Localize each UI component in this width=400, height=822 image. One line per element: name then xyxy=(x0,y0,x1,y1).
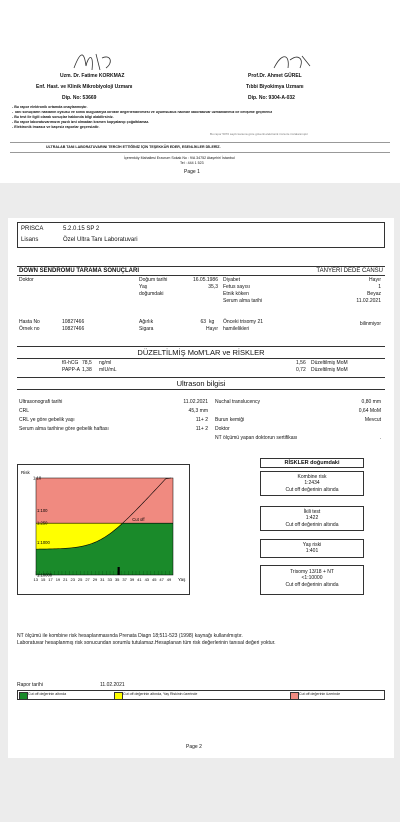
risk-value: 1:422 xyxy=(305,515,319,522)
chart-y-axis-label: Risk xyxy=(21,470,30,475)
pappa-unit: mIU/mL xyxy=(99,367,117,373)
pappa-name: PAPP-A xyxy=(62,367,80,373)
chart-x-axis-label: Yaş xyxy=(178,577,186,582)
report-date-value: 11.02.2021 xyxy=(100,682,125,688)
divider xyxy=(10,142,390,143)
double-test-box xyxy=(260,506,364,531)
thank-you-footer: ULTRALAB TANI LABORATUVARINI TERCİH ETTİĞİNİZ İÇİN TEŞEKKÜR EDER, ESENLİKLER DİLERİZ. xyxy=(46,145,221,149)
serum-date-label: Serum alma tarihi xyxy=(223,298,263,304)
license-value: Özel Ultra Tanı Laboratuvari xyxy=(63,237,138,243)
trisomy-13-18-box xyxy=(260,565,364,595)
report-date-label: Rapor tarihi xyxy=(17,682,43,688)
chart-zone-above-cutoff xyxy=(36,478,173,523)
risk-name: Yaş riski xyxy=(302,542,322,548)
chart-x-tick-label: 27 xyxy=(85,577,90,582)
risk-chart xyxy=(17,464,190,595)
chart-x-tick-label: 49 xyxy=(166,577,172,582)
doctor-left-name: Uzm. Dr. Fatime KORKMAZ xyxy=(60,73,125,79)
doctor-label: Doktor xyxy=(19,277,34,283)
nasal-bone-label: Burun kemiği xyxy=(215,417,245,423)
risk-name: Kombine risk xyxy=(297,474,327,480)
trisomy-history-value: bilinmiyor xyxy=(359,321,381,327)
fetus-count-value: 1 xyxy=(378,284,381,290)
combined-risk-box xyxy=(260,471,364,496)
smoker-label: Sigara xyxy=(139,326,154,332)
legend-label: Cut off değerinin altında, Yaş Riskinin üzerinde xyxy=(123,692,198,696)
divider xyxy=(17,266,385,267)
risk-value: 1:2434 xyxy=(304,480,320,487)
report-note: - Tanı sonuçların hastanın öyküsü ve klinik bulgularıyla birlikte değerlendirilmesi ve uyumsuzluk halinde laboratuvar uzmanlarımız ile iletişime geçmeniz xyxy=(12,111,273,114)
patient-no-value: 10827466 xyxy=(62,319,85,325)
chart-patient-marker xyxy=(118,567,120,575)
legend-label: Cut off değerinin üzerinde xyxy=(299,692,341,696)
report-note: - Bu rapor elektronik ortamda onaylanmıştır. xyxy=(12,105,88,109)
report-title: DOWN SENDROMU TARAMA SONUÇLARI xyxy=(19,268,139,274)
sample-no-value: 10827466 xyxy=(62,326,85,332)
us-doctor-label: Doktor xyxy=(215,426,230,432)
doctor-left-title: Enf. Hast. ve Klinik Mikrobiyoloji Uzmanı xyxy=(36,84,133,90)
bhcg-value: 78,5 xyxy=(82,360,92,366)
divider xyxy=(17,358,385,359)
chart-x-tick-label: 23 xyxy=(70,577,75,582)
footnote-line: NT ölçümü ile kombine risk hesaplanmasında Prenata Diagn 18;511-523 (1998) kaynağı kullanılmıştır. xyxy=(17,633,243,639)
smoker-value: Hayır xyxy=(206,326,218,332)
legend-yellow-swatch xyxy=(114,692,123,700)
chart-x-tick-label: 41 xyxy=(137,577,142,582)
age-risk-box xyxy=(260,539,364,558)
signature-right-icon xyxy=(270,50,320,72)
nt-label: Nuchal translucency xyxy=(215,399,261,405)
divider xyxy=(17,346,385,347)
license-label: Lisans xyxy=(21,237,39,243)
bhcg-unit: ng/ml xyxy=(99,360,112,366)
chart-x-tick-label: 15 xyxy=(40,577,46,582)
report-note: - Bu rapor laboratuvarımızın yazılı izni olmadan kısmen kopyalanıp çoğaltılamaz. xyxy=(12,120,150,124)
divider xyxy=(10,152,390,153)
serum-ga-value: 11+ 2 xyxy=(195,426,208,432)
trisomy-history-label-2: hamilelikleri xyxy=(223,326,250,332)
crl-value: 45,3 mm xyxy=(188,408,208,414)
e-signature-note: Bu rapor 5070 sayılı kanuna göre güvenli elektronik imza ile imzalanmıştır xyxy=(210,132,309,136)
chart-x-tick-label: 17 xyxy=(48,577,53,582)
footnote-line: Laboratuvar hesaplanmış risk sonucundan sorumlu tutulamaz.Hesaplanan tüm risk değerlerinin tanısal değeri yoktur. xyxy=(17,640,276,646)
report-note: - Elektronik imzasız ve kaşesiz raporlar geçersizdir. xyxy=(12,125,100,129)
legend xyxy=(17,690,385,700)
lab-phone: Tel : 444 1 523 xyxy=(180,161,204,165)
risk-note: Cut off değerinin altında xyxy=(285,521,339,528)
chart-x-tick-label: 33 xyxy=(107,577,113,582)
us-date-label: Ultrasonografi tarihi xyxy=(19,399,63,405)
legend-label: Cut off değerinin altında xyxy=(28,692,67,696)
bhcg-mom: 1,56 xyxy=(296,360,306,366)
risk-name: Trisomy 13/18 + NT xyxy=(290,569,334,575)
pappa-value: 1,38 xyxy=(82,367,92,373)
nt-mom-value: 0,64 MoM xyxy=(358,408,381,414)
chart-x-tick-label: 13 xyxy=(33,577,38,582)
risks-title: RİSKLER doğumdaki xyxy=(260,458,364,468)
fetus-count-label: Fetus sayısı xyxy=(223,284,250,290)
us-date-value: 11.02.2021 xyxy=(183,399,208,405)
chart-x-tick-label: 19 xyxy=(55,577,61,582)
software-header xyxy=(17,222,385,248)
divider xyxy=(17,377,385,378)
ultrasound-title: Ultrason bilgisi xyxy=(176,379,226,388)
sample-no-label: Örnek no xyxy=(19,326,40,332)
crl-ga-value: 11+ 2 xyxy=(195,417,208,423)
risk-name: İkili test xyxy=(303,509,321,515)
software-name: PRISCA xyxy=(21,226,44,232)
chart-x-tick-label: 37 xyxy=(122,577,127,582)
diabetes-label: Diyabet xyxy=(223,277,240,283)
software-version: 5.2.0.15 SP 2 xyxy=(63,226,100,232)
chart-x-tick-label: 31 xyxy=(100,577,105,582)
nt-value: 0,80 mm xyxy=(361,399,381,405)
trisomy-history-label: Önceki trisomy 21 xyxy=(223,319,264,325)
doctor-left-dip: Dip. No: 53669 xyxy=(62,95,97,101)
nt-cert-label: NT ölçümü yapan doktorun sertifikası xyxy=(215,435,298,441)
diabetes-value: Hayır xyxy=(369,277,381,283)
dob-value: 16.05.1986 xyxy=(192,277,218,283)
risk-note: Cut off değerinin altında xyxy=(285,486,339,493)
ethnicity-value: Beyaz xyxy=(367,291,381,297)
chart-x-tick-label: 35 xyxy=(114,577,120,582)
chart-x-tick-label: 29 xyxy=(92,577,98,582)
doctor-right-name: Prof.Dr. Ahmet GÜREL xyxy=(248,73,302,79)
lab-address: İçerenköy Mahallesi Erzurum Sokak No : 9/A 34752 Ataşehir/ İstanbul xyxy=(124,156,235,160)
crl-label: CRL xyxy=(19,408,30,414)
chart-x-tick-label: 39 xyxy=(129,577,135,582)
chart-y-tick-label: 1:1000 xyxy=(37,540,50,546)
pappa-mom-label: Düzeltilmiş MoM xyxy=(311,367,348,373)
bhcg-mom-label: Düzeltilmiş MoM xyxy=(311,360,348,366)
chart-x-tick-label: 25 xyxy=(77,577,83,582)
patient-no-label: Hasta No xyxy=(19,319,40,325)
chart-x-tick-label: 45 xyxy=(151,577,157,582)
weight-unit: kg xyxy=(209,319,215,325)
crl-ga-label: CRL ye göre gebelik yaşı xyxy=(19,417,75,423)
page-number: Page 2 xyxy=(186,744,202,750)
report-note: - Bu test ile ilgili olarak sonuçlar hakkında bilgi alabilirsiniz. xyxy=(12,115,114,119)
ethnicity-label: Etnik köken xyxy=(223,291,249,297)
chart-y-tick-label: 1:10000 xyxy=(37,572,53,578)
divider xyxy=(17,389,385,390)
page-number: Page 1 xyxy=(184,169,200,175)
report-page-1 xyxy=(0,0,400,183)
risk-chart-svg xyxy=(18,465,189,594)
doctor-right-title: Tıbbi Biyokimya Uzmanı xyxy=(246,84,304,90)
chart-x-tick-label: 43 xyxy=(144,577,150,582)
weight-value: 63 xyxy=(200,319,206,325)
divider xyxy=(17,275,385,276)
chart-x-tick-label: 47 xyxy=(159,577,164,582)
risk-note: Cut off değerinin altında xyxy=(285,581,339,588)
legend-green-swatch xyxy=(19,692,28,700)
serum-ga-label: Serum alma tarihine göre gebelik haftası xyxy=(19,426,109,432)
risk-value: <1:10000 xyxy=(301,575,323,582)
serum-date-value: 11.02.2021 xyxy=(356,298,381,304)
nt-cert-value: . xyxy=(379,435,381,441)
age-label: Yaş xyxy=(139,284,148,290)
legend-red-swatch xyxy=(290,692,299,700)
chart-y-tick-label: 1:100 xyxy=(37,507,48,513)
mom-title: DÜZELTİLMİŞ MoM'LAR ve RİSKLER xyxy=(137,348,265,357)
nasal-bone-value: Mevcut xyxy=(364,417,381,423)
risk-value: 1:401 xyxy=(305,548,319,555)
signature-left-icon xyxy=(70,48,130,74)
age-value: 35,3 xyxy=(208,284,218,290)
age-at-birth-label: doğumdaki xyxy=(139,291,164,297)
report-page-2 xyxy=(8,218,394,758)
chart-cutoff-label: Cut off xyxy=(132,517,145,523)
doctor-right-dip: Dip. No: 9304-A-032 xyxy=(248,95,295,101)
bhcg-name: fß-hCG xyxy=(62,360,79,366)
chart-x-tick-label: 21 xyxy=(63,577,68,582)
chart-y-tick-label: 1:250 xyxy=(37,520,48,526)
pappa-mom: 0,72 xyxy=(296,367,306,373)
weight-label: Ağırlık xyxy=(139,319,154,325)
patient-name: TANYERİ DEDE CANSU xyxy=(316,268,383,274)
dob-label: Doğum tarihi xyxy=(139,277,168,283)
chart-y-tick-label: 1:10 xyxy=(33,475,42,481)
